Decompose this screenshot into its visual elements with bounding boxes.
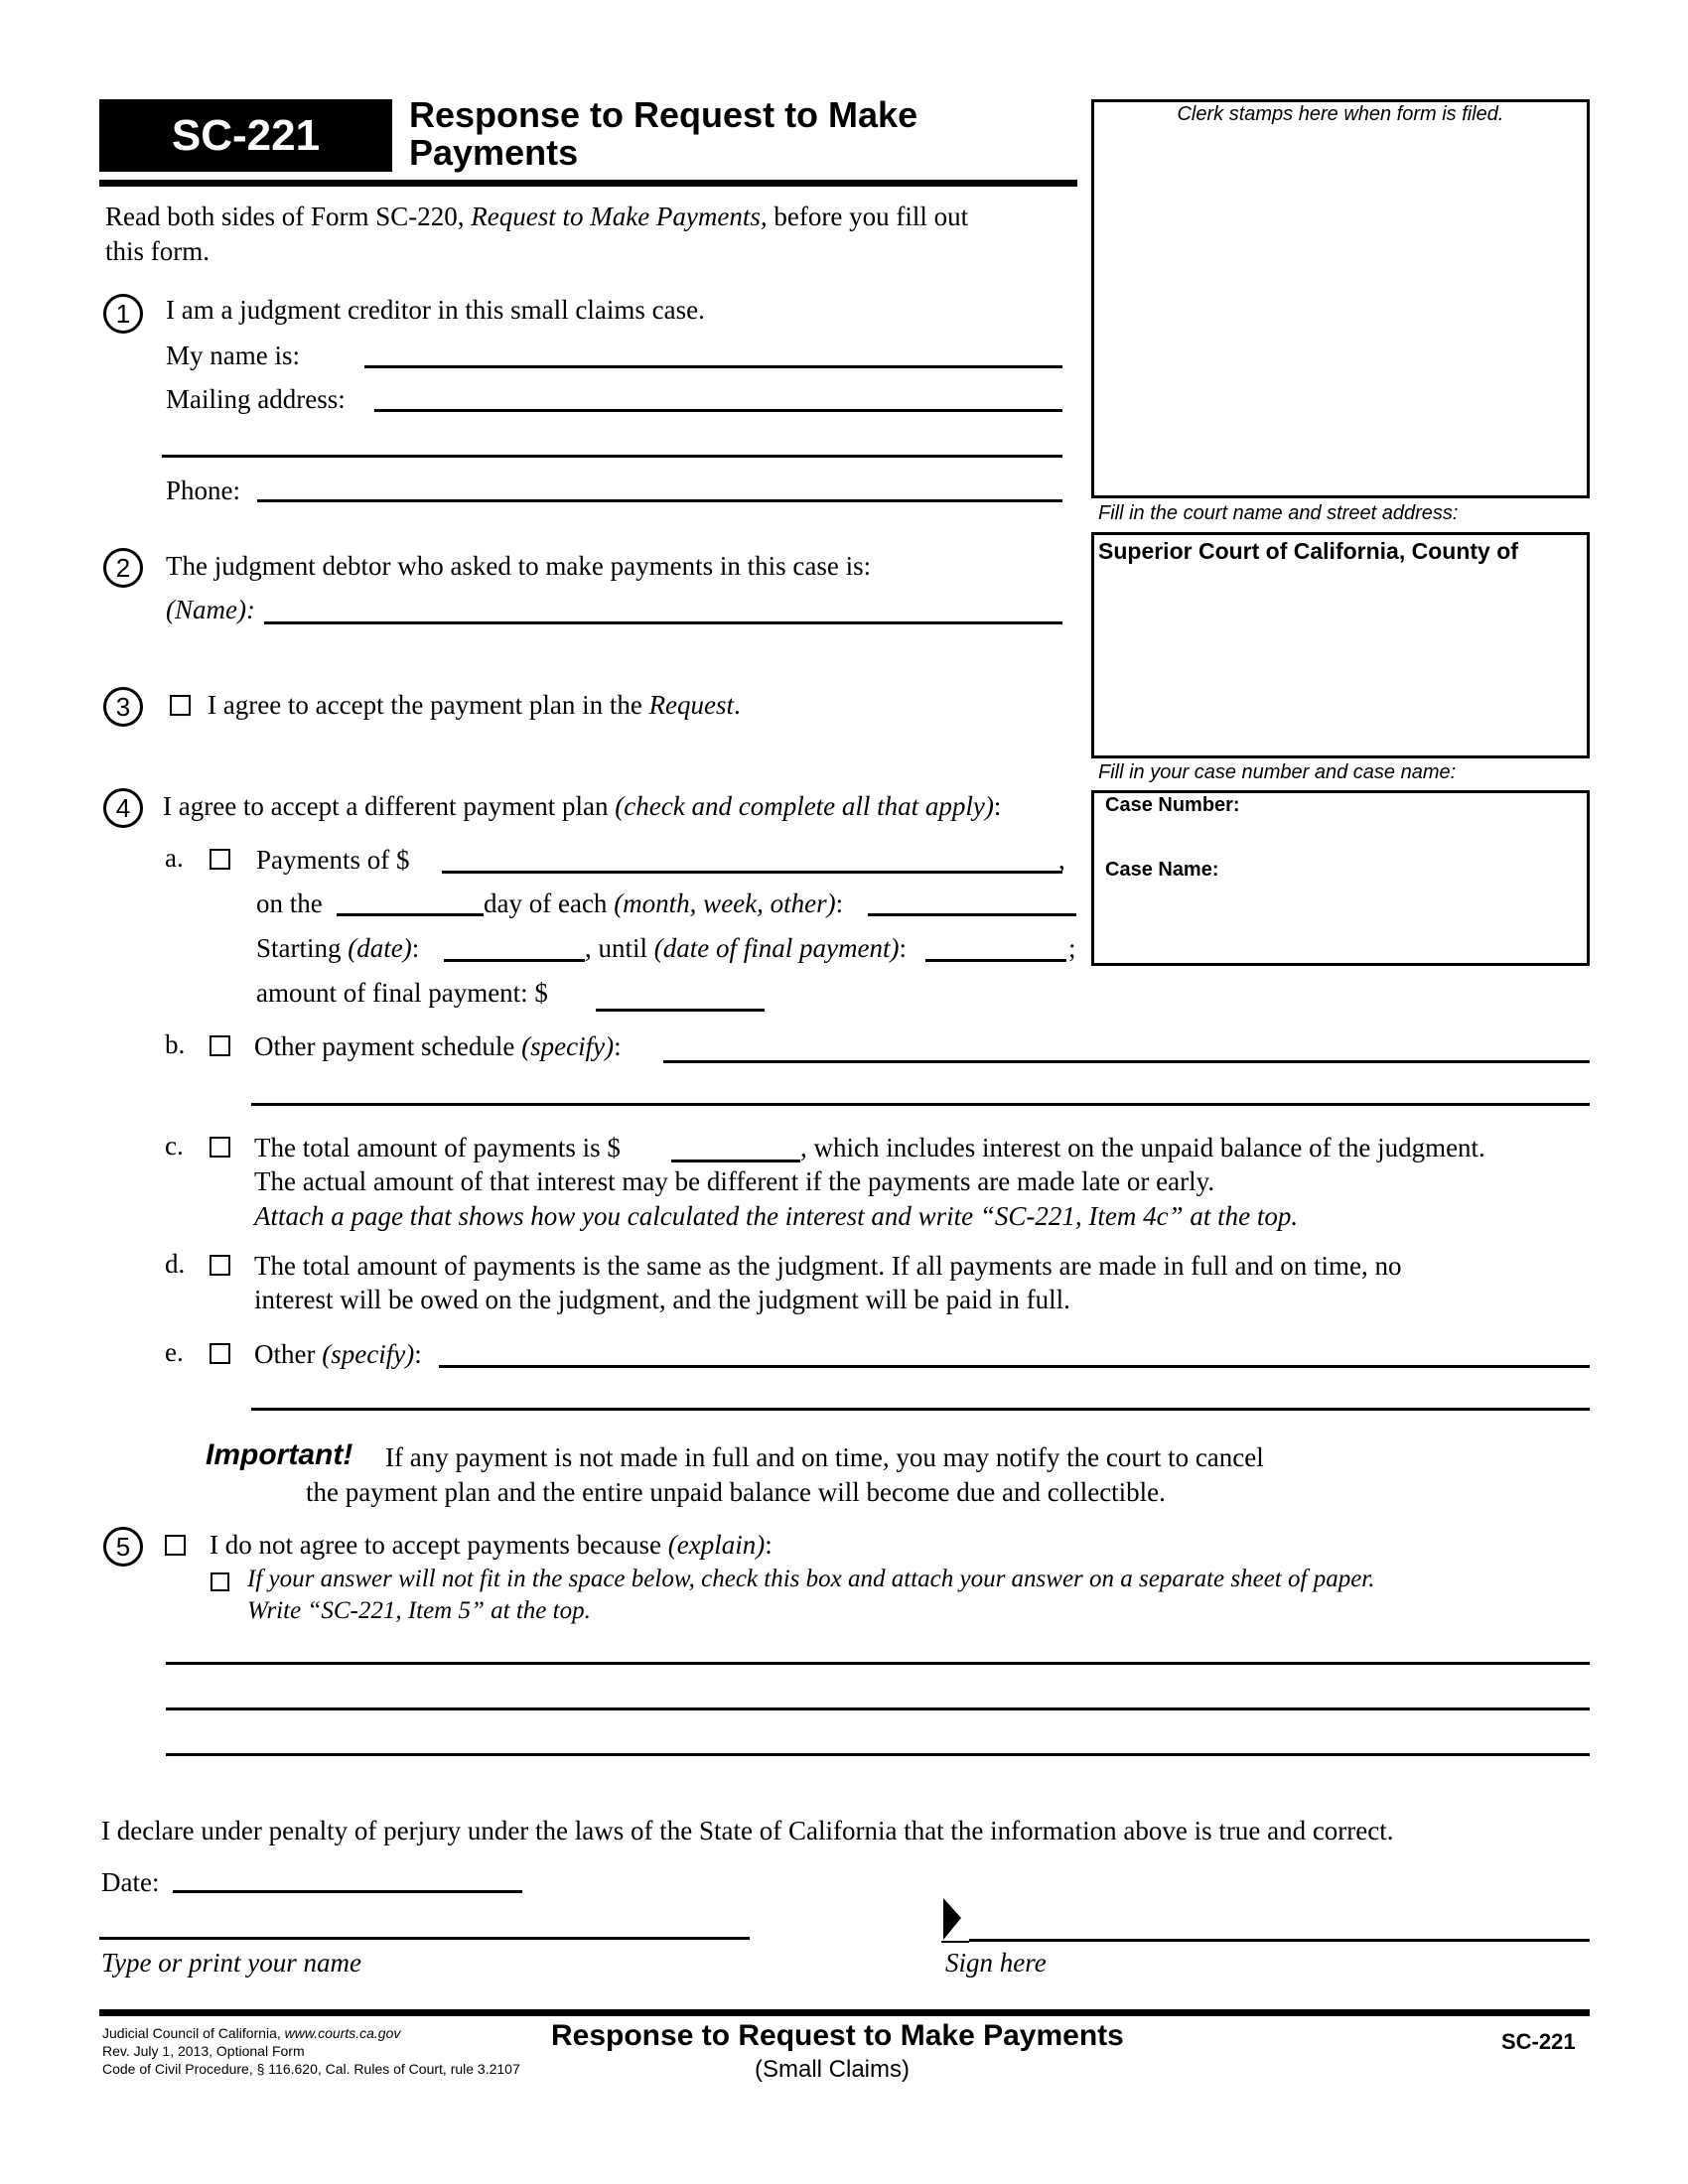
payment-amount-field[interactable] <box>442 871 1062 874</box>
footer-rule <box>99 2009 1590 2016</box>
footer-title: Response to Request to Make Payments <box>551 2019 1124 2052</box>
debtor-name-label: (Name): <box>166 595 255 624</box>
intro-text-line2: this form. <box>105 236 210 266</box>
start-date-field[interactable] <box>444 959 585 962</box>
item-4a-letter: a. <box>165 843 184 873</box>
item-4d-letter: d. <box>165 1249 186 1279</box>
other-specify-label: Other (specify): <box>254 1339 422 1369</box>
courts-link[interactable]: www.courts.ca.gov <box>284 2025 401 2041</box>
item-2-text: The judgment debtor who asked to make payments in this case is: <box>166 551 872 581</box>
total-payments-field[interactable] <box>671 1160 800 1162</box>
item-3-text: I agree to accept the payment plan in the Request. <box>208 690 741 720</box>
on-the-label: on the <box>256 888 323 918</box>
item-2-number-icon: 2 <box>103 548 143 588</box>
printed-name-caption: Type or print your name <box>101 1948 361 1978</box>
footer-form-id: SC-221 <box>1501 2029 1576 2054</box>
item-4b-checkbox[interactable] <box>210 1035 230 1056</box>
item-4e-letter: e. <box>165 1337 184 1367</box>
item-4d-line1: The total amount of payments is the same as the judgment. If all payments are made in full and on time, no <box>254 1251 1402 1281</box>
important-line2: the payment plan and the entire unpaid balance will become due and collectible. <box>306 1477 1166 1507</box>
item-5-number-icon: 5 <box>103 1527 143 1567</box>
item-4d-checkbox[interactable] <box>210 1255 230 1276</box>
day-of-each-label: day of each (month, week, other): <box>484 888 844 918</box>
attach-note-line2: Write “SC-221, Item 5” at the top. <box>247 1597 591 1624</box>
item-3-number-icon: 3 <box>103 687 143 727</box>
date-field[interactable] <box>173 1890 522 1893</box>
clerk-stamp-box <box>1091 99 1590 498</box>
until-semicolon: ; <box>1068 933 1076 963</box>
explain-field-1[interactable] <box>166 1662 1590 1665</box>
item-3-checkbox[interactable] <box>170 695 191 716</box>
item-1-number-icon: 1 <box>103 294 143 334</box>
payments-of-label: Payments of $ <box>256 845 410 875</box>
form-title-line1: Response to Request to Make <box>409 94 918 135</box>
court-name-box[interactable] <box>1091 532 1590 758</box>
other-schedule-label: Other payment schedule (specify): <box>254 1031 622 1061</box>
day-field[interactable] <box>337 913 484 916</box>
attach-note-line1: If your answer will not fit in the space below, check this box and attach your answer on a separate sheet of paper. <box>247 1566 1375 1592</box>
payments-comma: , <box>1058 845 1065 875</box>
important-label: Important! <box>206 1438 353 1471</box>
item-5-text: I do not agree to accept payments because (explain): <box>210 1530 773 1560</box>
intro-text: Read both sides of Form SC-220, Request to Make Payments, before you fill out <box>105 202 969 231</box>
mailing-address-field[interactable] <box>374 409 1062 412</box>
final-payment-label: amount of final payment: $ <box>256 978 548 1008</box>
other-specify-field[interactable] <box>439 1365 1590 1368</box>
other-specify-field-2[interactable] <box>251 1408 1590 1411</box>
item-4a-checkbox[interactable] <box>210 849 230 870</box>
mailing-address-label: Mailing address: <box>166 384 346 414</box>
final-date-field[interactable] <box>925 959 1066 962</box>
form-id: SC-221 <box>171 111 321 160</box>
item-4e-checkbox[interactable] <box>210 1343 230 1364</box>
printed-name-field[interactable] <box>99 1937 750 1940</box>
explain-field-3[interactable] <box>166 1753 1590 1756</box>
attach-checkbox[interactable] <box>211 1572 229 1591</box>
frequency-field[interactable] <box>868 913 1076 916</box>
footer-source-line2: Rev. July 1, 2013, Optional Form <box>102 2043 305 2059</box>
clerk-stamp-label: Clerk stamps here when form is filed. <box>1177 103 1504 125</box>
important-line1: If any payment is not made in full and on time, you may notify the court to cancel <box>385 1442 1264 1472</box>
court-caption: Fill in the court name and street address: <box>1098 502 1459 524</box>
final-payment-field[interactable] <box>596 1009 765 1012</box>
item-4-text: I agree to accept a different payment plan (check and complete all that apply): <box>163 791 1002 821</box>
until-label: , until (date of final payment): <box>585 933 907 963</box>
footer-subtitle: (Small Claims) <box>755 2056 910 2083</box>
item-4c-line3: Attach a page that shows how you calculated the interest and write “SC-221, Item 4c” at the top. <box>254 1201 1299 1231</box>
item-4-number-icon: 4 <box>103 788 143 828</box>
case-number-label: Case Number: <box>1105 794 1240 816</box>
item-5-checkbox[interactable] <box>165 1535 186 1556</box>
court-name-text: Superior Court of California, County of <box>1098 538 1518 564</box>
item-4c-text: The total amount of payments is $ <box>254 1133 621 1162</box>
other-schedule-field-2[interactable] <box>251 1103 1590 1106</box>
case-caption: Fill in your case number and case name: <box>1098 761 1457 783</box>
name-label: My name is: <box>166 341 300 370</box>
phone-field[interactable] <box>257 499 1062 502</box>
item-4d-line2: interest will be owed on the judgment, and the judgment will be paid in full. <box>254 1285 1070 1314</box>
mailing-address-field-2[interactable] <box>162 455 1062 458</box>
starting-label: Starting (date): <box>256 933 420 963</box>
item-1-text: I am a judgment creditor in this small claims case. <box>166 295 705 325</box>
item-4c-text-after: , which includes interest on the unpaid balance of the judgment. <box>800 1133 1485 1162</box>
footer-source-line3: Code of Civil Procedure, § 116.620, Cal. Rules of Court, rule 3.2107 <box>102 2061 520 2077</box>
item-4b-letter: b. <box>165 1029 186 1059</box>
footer-source-line1: Judicial Council of California, www.courts.ca.gov <box>102 2025 401 2041</box>
sign-arrow-icon <box>943 1898 963 1942</box>
debtor-name-field[interactable] <box>264 621 1062 624</box>
sign-arrow-base <box>941 1941 969 1943</box>
explain-field-2[interactable] <box>166 1707 1590 1710</box>
item-4c-checkbox[interactable] <box>210 1137 230 1158</box>
signature-field[interactable] <box>969 1939 1590 1942</box>
phone-label: Phone: <box>166 476 241 505</box>
item-4c-line2: The actual amount of that interest may be different if the payments are made late or early. <box>254 1166 1215 1196</box>
header-rule <box>99 180 1077 187</box>
date-label: Date: <box>101 1867 160 1897</box>
case-name-label: Case Name: <box>1105 859 1219 881</box>
form-title-line2: Payments <box>409 132 579 173</box>
item-4c-letter: c. <box>165 1131 184 1160</box>
declaration-text: I declare under penalty of perjury under the laws of the State of California that the information above is true and correct. <box>101 1816 1394 1845</box>
name-field[interactable] <box>364 365 1062 368</box>
sign-here-caption: Sign here <box>945 1948 1047 1978</box>
other-schedule-field[interactable] <box>663 1060 1590 1063</box>
